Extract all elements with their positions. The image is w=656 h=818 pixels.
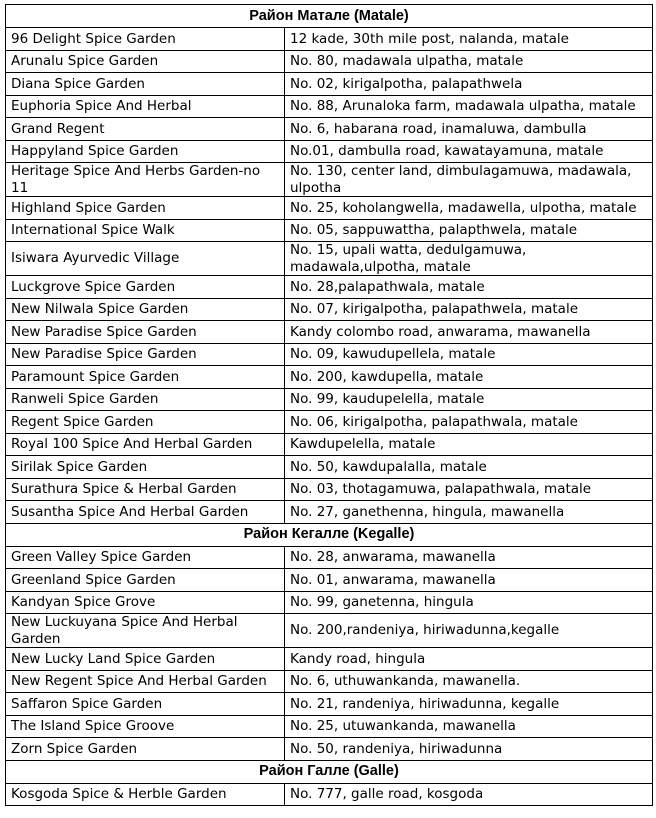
garden-address-cell: No. 28, anwarama, mawanella	[285, 546, 653, 569]
garden-address-cell: No. 99, kaudupelella, matale	[285, 388, 653, 411]
garden-name-cell: Sirilak Spice Garden	[6, 456, 285, 479]
district-header-row	[6, 760, 653, 783]
table-row	[6, 546, 653, 569]
garden-name-cell: Isiwara Ayurvedic Village	[6, 242, 285, 276]
table-row	[6, 50, 653, 73]
garden-address-cell: No. 27, ganethenna, hingula, mawanella	[285, 501, 653, 524]
garden-address-cell: No. 03, thotagamuwa, palapathwala, matale	[285, 478, 653, 501]
table-body	[6, 5, 653, 806]
table-row	[6, 298, 653, 321]
table-row	[6, 614, 653, 648]
table-row	[6, 456, 653, 479]
garden-name-cell: New Paradise Spice Garden	[6, 343, 285, 366]
garden-address-cell: No. 130, center land, dimbulagamuwa, madawala, ulpotha	[285, 163, 653, 197]
garden-name-cell: Zorn Spice Garden	[6, 738, 285, 761]
garden-address-cell: No. 200,randeniya, hiriwadunna,kegalle	[285, 614, 653, 648]
garden-address-cell: No. 06, kirigalpotha, palapathwala, matale	[285, 411, 653, 434]
garden-name-cell: Green Valley Spice Garden	[6, 546, 285, 569]
garden-address-cell: No. 09, kawudupellela, matale	[285, 343, 653, 366]
table-row	[6, 242, 653, 276]
table-row	[6, 28, 653, 51]
garden-name-cell: Kosgoda Spice & Herble Garden	[6, 783, 285, 806]
garden-address-cell: No.01, dambulla road, kawatayamuna, matale	[285, 140, 653, 163]
spice-garden-table	[5, 4, 653, 806]
garden-name-cell: Happyland Spice Garden	[6, 140, 285, 163]
garden-address-cell: No. 21, randeniya, hiriwadunna, kegalle	[285, 693, 653, 716]
table-row	[6, 219, 653, 242]
table-row	[6, 569, 653, 592]
garden-name-cell: Regent Spice Garden	[6, 411, 285, 434]
garden-address-cell: No. 05, sappuwattha, palapthwela, matale	[285, 219, 653, 242]
garden-name-cell: Euphoria Spice And Herbal	[6, 95, 285, 118]
district-title: Район Галле (Galle)	[6, 760, 653, 783]
table-row	[6, 478, 653, 501]
garden-name-cell: Arunalu Spice Garden	[6, 50, 285, 73]
garden-address-cell: No. 50, kawdupalalla, matale	[285, 456, 653, 479]
garden-name-cell: International Spice Walk	[6, 219, 285, 242]
table-row	[6, 388, 653, 411]
garden-name-cell: Highland Spice Garden	[6, 197, 285, 220]
table-row	[6, 343, 653, 366]
garden-name-cell: Saffaron Spice Garden	[6, 693, 285, 716]
garden-name-cell: Paramount Spice Garden	[6, 366, 285, 389]
table-row	[6, 197, 653, 220]
garden-name-cell: The Island Spice Groove	[6, 715, 285, 738]
garden-address-cell: No. 80, madawala ulpatha, matale	[285, 50, 653, 73]
table-row	[6, 95, 653, 118]
table-row	[6, 321, 653, 344]
garden-address-cell: Kandy road, hingula	[285, 648, 653, 671]
garden-name-cell: New Regent Spice And Herbal Garden	[6, 670, 285, 693]
garden-address-cell: No. 200, kawdupella, matale	[285, 366, 653, 389]
garden-address-cell: No. 15, upali watta, dedulgamuwa, madawala,ulpotha, matale	[285, 242, 653, 276]
table-row	[6, 140, 653, 163]
garden-address-cell: No. 01, anwarama, mawanella	[285, 569, 653, 592]
garden-name-cell: New Paradise Spice Garden	[6, 321, 285, 344]
district-header-row	[6, 523, 653, 546]
garden-address-cell: No. 50, randeniya, hiriwadunna	[285, 738, 653, 761]
table-row	[6, 501, 653, 524]
table-row	[6, 693, 653, 716]
garden-name-cell: Grand Regent	[6, 118, 285, 141]
table-row	[6, 591, 653, 614]
garden-name-cell: Luckgrove Spice Garden	[6, 276, 285, 299]
garden-name-cell: Diana Spice Garden	[6, 73, 285, 96]
district-header-row	[6, 5, 653, 28]
table-row	[6, 433, 653, 456]
garden-name-cell: New Lucky Land Spice Garden	[6, 648, 285, 671]
garden-name-cell: Ranweli Spice Garden	[6, 388, 285, 411]
garden-address-cell: 12 kade, 30th mile post, nalanda, matale	[285, 28, 653, 51]
garden-name-cell: Surathura Spice & Herbal Garden	[6, 478, 285, 501]
garden-address-cell: No. 25, utuwankanda, mawanella	[285, 715, 653, 738]
district-title: Район Матале (Matale)	[6, 5, 653, 28]
table-row	[6, 411, 653, 434]
garden-name-cell: Greenland Spice Garden	[6, 569, 285, 592]
table-row	[6, 118, 653, 141]
table-row	[6, 163, 653, 197]
district-title: Район Кегалле (Kegalle)	[6, 523, 653, 546]
table-row	[6, 648, 653, 671]
table-row	[6, 670, 653, 693]
garden-address-cell: No. 777, galle road, kosgoda	[285, 783, 653, 806]
table-row	[6, 715, 653, 738]
garden-address-cell: No. 99, ganetenna, hingula	[285, 591, 653, 614]
table-row	[6, 73, 653, 96]
garden-address-cell: Kandy colombo road, anwarama, mawanella	[285, 321, 653, 344]
garden-address-cell: No. 07, kirigalpotha, palapathwela, matale	[285, 298, 653, 321]
garden-name-cell: 96 Delight Spice Garden	[6, 28, 285, 51]
table-row	[6, 738, 653, 761]
garden-name-cell: New Luckuyana Spice And Herbal Garden	[6, 614, 285, 648]
garden-name-cell: Susantha Spice And Herbal Garden	[6, 501, 285, 524]
table-row	[6, 783, 653, 806]
garden-address-cell: No. 6, habarana road, inamaluwa, dambulla	[285, 118, 653, 141]
garden-address-cell: No. 02, kirigalpotha, palapathwela	[285, 73, 653, 96]
table-row	[6, 366, 653, 389]
garden-name-cell: Kandyan Spice Grove	[6, 591, 285, 614]
garden-address-cell: No. 28,palapathwala, matale	[285, 276, 653, 299]
garden-address-cell: No. 25, koholangwella, madawella, ulpotha, matale	[285, 197, 653, 220]
garden-address-cell: Kawdupelella, matale	[285, 433, 653, 456]
garden-address-cell: No. 6, uthuwankanda, mawanella.	[285, 670, 653, 693]
table-row	[6, 276, 653, 299]
garden-name-cell: New Nilwala Spice Garden	[6, 298, 285, 321]
garden-name-cell: Heritage Spice And Herbs Garden-no 11	[6, 163, 285, 197]
garden-name-cell: Royal 100 Spice And Herbal Garden	[6, 433, 285, 456]
garden-address-cell: No. 88, Arunaloka farm, madawala ulpatha, matale	[285, 95, 653, 118]
